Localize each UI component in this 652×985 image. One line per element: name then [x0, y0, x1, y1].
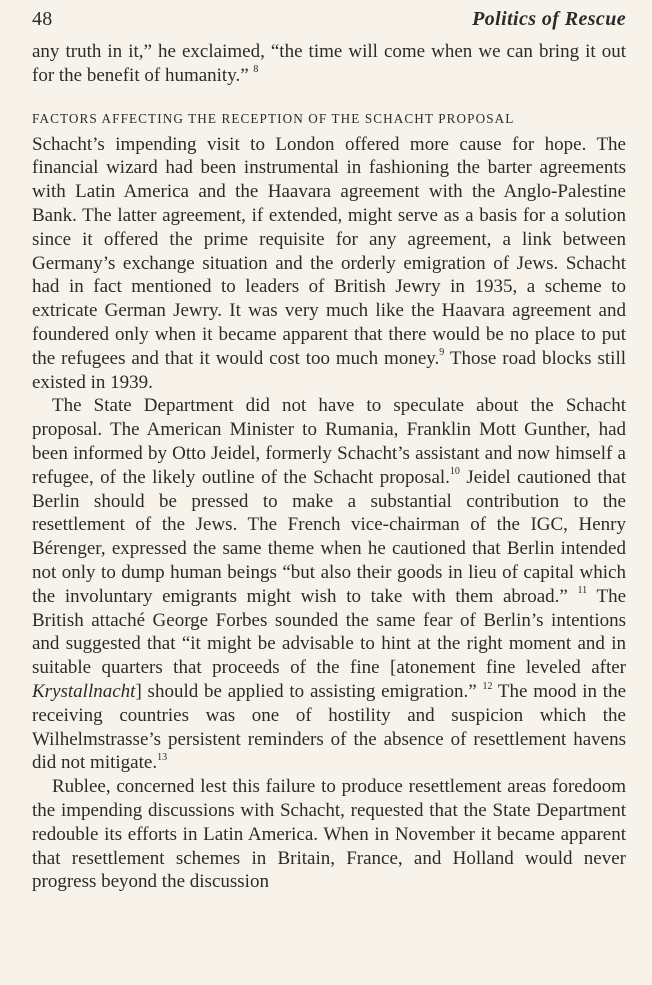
- footnote-ref: 10: [449, 466, 460, 478]
- running-header: [32, 8, 626, 40]
- footnote-ref: 13: [157, 751, 168, 763]
- italic-term: Krystallnacht: [32, 680, 136, 702]
- paragraph-1: Schacht’s impending visit to London offered more cause for hope. The financial wizard had been instrumental in fashioning the barter agreements with Latin America and the Haavara agreement with the Anglo-Palestine Bank. The latter agreement, if extended, might serve as a basis for a solution since it offered the prime requisite for any agreement, a link between Germany’s exchange situation and the orderly emigration of Jews. Schacht had in fact mentioned to leaders of British Jewry in 1935, a scheme to extricate German Jewry. It was very much like the Haavara agreement and foundered only when it became apparent that there would be no place to put the refugees and that it would cost too much money.$^9$ Those road blocks still existed in 1939.: [32, 133, 627, 393]
- footnote-ref: 9: [439, 347, 445, 359]
- footnote-ref: 11: [577, 585, 588, 597]
- page-number: 48: [32, 8, 53, 30]
- running-title: Politics of Rescue: [472, 8, 626, 30]
- continuation-paragraph: any truth in it,” he exclaimed, “the time will come when we can bring it out for the benefit of humanity.” $^8$: [32, 41, 626, 86]
- paragraph-2: The State Department did not have to speculate about the Schacht proposal. The American Minister to Rumania, Franklin Mott Gunther, had been informed by Otto Jeidel, formerly Schacht’s assistant and now himself a refugee, of the likely outline of the Schacht proposal.$^{10}$ Jeidel cautioned that Berlin should be pressed to make a substantial contribution to the resettlement of the Jews. The French vice-chairman of the IGC, Henry Bérenger, expressed the same theme when he cautioned that Berlin intended not only to dump human beings “but also their goods in lieu of capital which the involuntary emigrants might wish to take with them abroad.” $^{11}$ The British attaché George Forbes sounded the same fear of Berlin’s intentions and suggested that “it might be advisable to hint at the right moment and in suitable quarters that proceeds of the fine [atonement fine leveled after Krystallnacht] should be applied to assisting emigration.” $^{12}$ The mood in the receiving countries was one of hostility and suspicion which the Wilhelmstrasse’s persistent reminders of the absence of resettlement havens did not mitigate.$^{13}$: [32, 395, 627, 774]
- section-heading: FACTORS AFFECTING THE RECEPTION OF THE SCHACHT PROPOSAL: [32, 110, 515, 126]
- page-body: [32, 40, 626, 894]
- paragraph-3: Rublee, concerned lest this failure to produce resettlement areas foredoom the impending discussions with Schacht, requested that the State Department redouble its efforts in Latin America. When in November it became apparent that resettlement schemes in Britain, France, and Holland would never progress beyond the discussion: [32, 776, 626, 893]
- footnote-ref: 8: [253, 64, 259, 76]
- footnote-ref: 12: [482, 680, 493, 692]
